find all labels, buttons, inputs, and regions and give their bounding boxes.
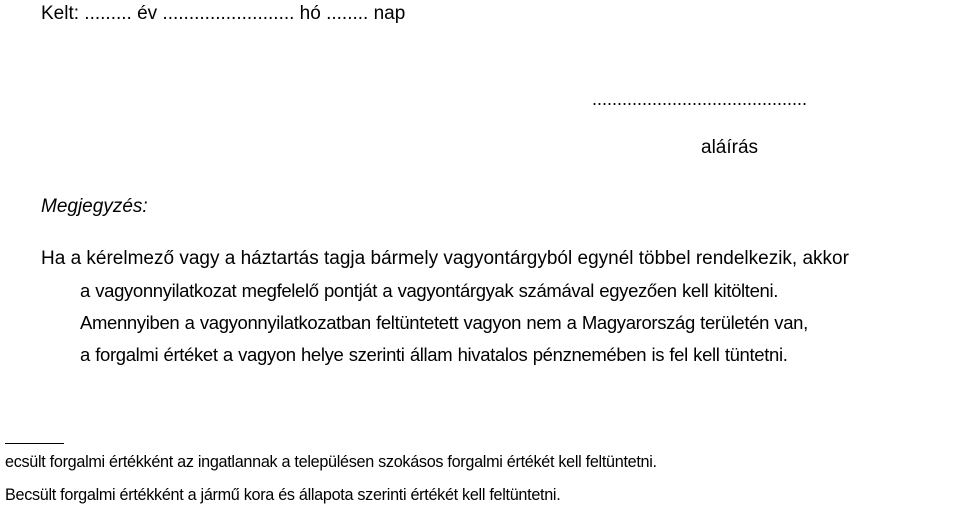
- note-line-3: Amennyiben a vagyonnyilatkozatban feltüntetett vagyon nem a Magyarország területén van,: [80, 312, 808, 333]
- date-line: Kelt: ......... év ......................... hó ........ nap: [41, 3, 406, 24]
- note-heading: Megjegyzés:: [41, 196, 148, 217]
- signature-dots: ...........................................: [592, 89, 808, 109]
- footnote-1: ecsült forgalmi értékként az ingatlannak a településen szokásos forgalmi értékét kell feltüntetni.: [5, 453, 657, 471]
- note-line-4: a forgalmi értéket a vagyon helye szerinti állam hivatalos pénznemében is fel kell tüntetni.: [80, 344, 788, 365]
- note-line-1: Ha a kérelmező vagy a háztartás tagja bármely vagyontárgyból egynél többel rendelkezik, akkor: [41, 248, 849, 269]
- signature-label: aláírás: [701, 137, 759, 158]
- note-line-2: a vagyonnyilatkozat megfelelő pontját a vagyontárgyak számával egyezően kell kitölteni.: [80, 280, 779, 301]
- footnote-separator: [5, 443, 64, 444]
- footnote-2: Becsült forgalmi értékként a jármű kora és állapota szerinti értékét kell feltüntetni.: [5, 486, 561, 504]
